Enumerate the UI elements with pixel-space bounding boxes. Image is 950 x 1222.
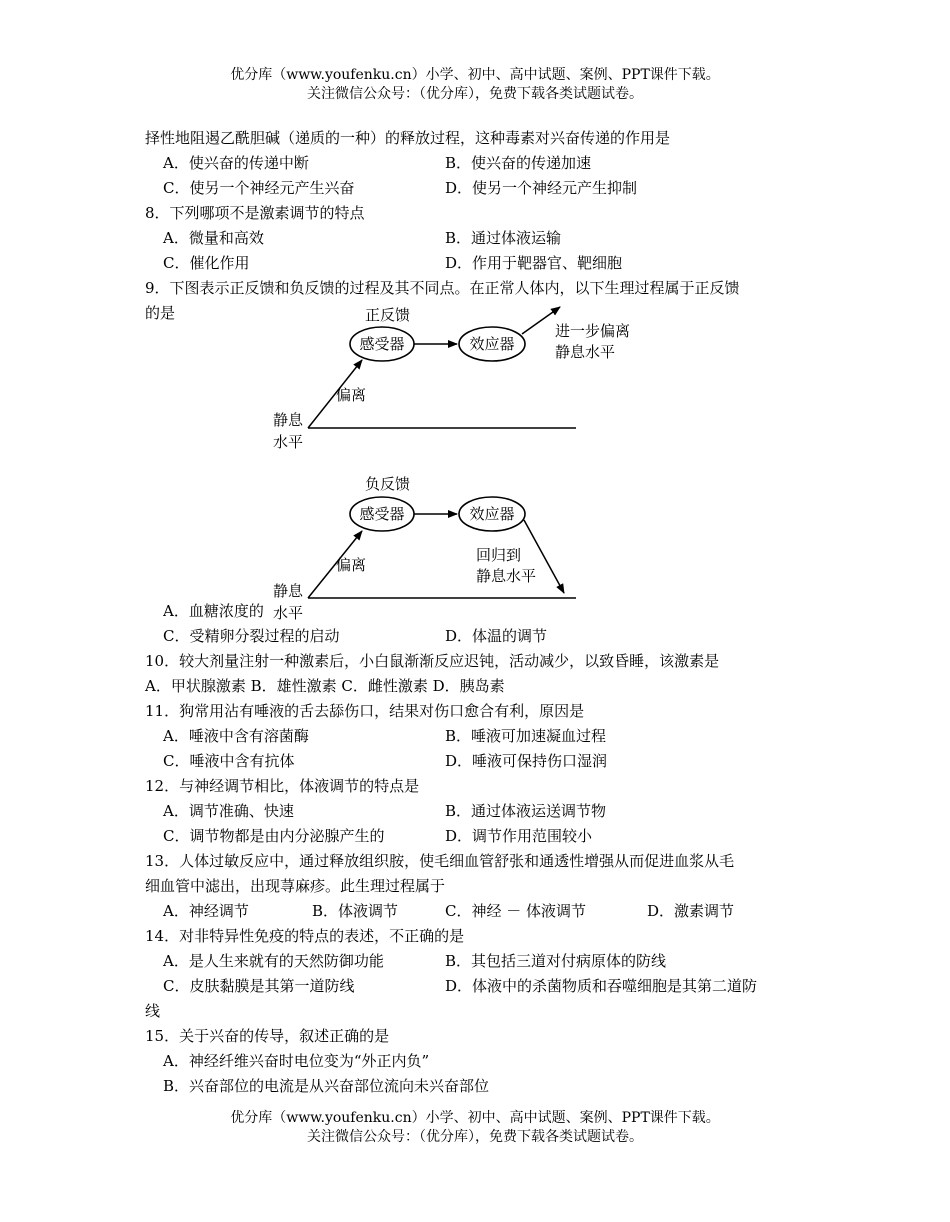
q12-option-b: B．通过体液运送调节物 — [445, 802, 607, 820]
negative-effector-label: 效应器 — [469, 505, 515, 523]
q13-option-c: C．神经 － 体液调节 — [445, 902, 587, 920]
q11-option-a: A．唾液中含有溶菌酶 — [163, 727, 309, 745]
q8-option-c: C．催化作用 — [163, 254, 250, 272]
q12-option-d: D．调节作用范围较小 — [445, 827, 593, 845]
positive-rest-label-1: 静息 — [273, 411, 304, 429]
q14-option-c: C．皮肤黏膜是其第一道防线 — [163, 977, 355, 995]
q8-stem: 8．下列哪项不是激素调节的特点 — [145, 204, 365, 222]
q14-option-d-wrap: 线 — [145, 1002, 161, 1020]
q15-stem: 15．关于兴奋的传导，叙述正确的是 — [145, 1027, 390, 1045]
q14-stem: 14．对非特异性免疫的特点的表述，不正确的是 — [145, 927, 465, 945]
footer-line-1: 优分库（www.youfenku.cn）小学、初中、高中试题、案例、PPT课件下载。 — [230, 1110, 720, 1126]
q7-option-d: D．使另一个神经元产生抑制 — [445, 179, 638, 197]
q10-options: A．甲状腺激素 B．雄性激素 C．雌性激素 D．胰岛素 — [145, 677, 505, 695]
q13-option-b: B．体液调节 — [312, 902, 399, 920]
q14-option-d: D．体液中的杀菌物质和吞噬细胞是其第二道防 — [445, 977, 758, 995]
positive-receptor-label: 感受器 — [359, 335, 405, 353]
q9-stem-2: 的是 — [145, 304, 176, 322]
negative-feedback-title: 负反馈 — [365, 475, 411, 493]
negative-return-label-1: 回归到 — [476, 546, 522, 564]
negative-rest-label-1: 静息 — [273, 582, 304, 600]
q8-option-d: D．作用于靶器官、靶细胞 — [445, 254, 623, 272]
positive-feedback-diagram — [273, 306, 630, 451]
q7-option-c: C．使另一个神经元产生兴奋 — [163, 179, 355, 197]
q9-stem-1: 9．下图表示正反馈和负反馈的过程及其不同点。在正常人体内，以下生理过程属于正反馈 — [145, 279, 740, 297]
q9-option-d: D．体温的调节 — [445, 627, 548, 645]
q9-option-a: A．血糖浓度的 — [163, 602, 264, 620]
positive-effector-label: 效应器 — [469, 335, 515, 353]
q7-stem: 择性地阻遏乙酰胆碱（递质的一种）的释放过程，这种毒素对兴奋传递的作用是 — [145, 129, 671, 147]
header-line-2: 关注微信公众号：（优分库），免费下载各类试题试卷。 — [307, 86, 643, 102]
q7-option-a: A．使兴奋的传递中断 — [163, 154, 309, 172]
q14-option-a: A．是人生来就有的天然防御功能 — [163, 952, 384, 970]
q12-option-a: A．调节准确、快速 — [163, 802, 294, 820]
footer-line-2: 关注微信公众号：（优分库），免费下载各类试题试卷。 — [307, 1129, 643, 1145]
q13-stem-2: 细血管中滤出，出现荨麻疹。此生理过程属于 — [145, 877, 446, 895]
q11-stem: 11．狗常用沾有唾液的舌去舔伤口，结果对伤口愈合有利，原因是 — [145, 702, 585, 720]
negative-receptor-label: 感受器 — [359, 505, 405, 523]
positive-out-label-2: 静息水平 — [555, 343, 616, 361]
positive-deviation-label: 偏离 — [336, 386, 367, 404]
q8-option-a: A．微量和高效 — [163, 229, 264, 247]
q9-option-c: C．受精卵分裂过程的启动 — [163, 627, 340, 645]
negative-rest-label-2: 水平 — [273, 604, 304, 622]
positive-feedback-title: 正反馈 — [365, 306, 411, 324]
negative-feedback-diagram — [273, 475, 576, 622]
q13-stem-1: 13．人体过敏反应中，通过释放组织胺，使毛细血管舒张和通透性增强从而促进血浆从毛 — [145, 852, 735, 870]
q7-option-b: B．使兴奋的传递加速 — [445, 154, 592, 172]
q11-option-d: D．唾液可保持伤口湿润 — [445, 752, 608, 770]
q15-option-a: A．神经纤维兴奋时电位变为“外正内负” — [163, 1052, 430, 1070]
q8-option-b: B．通过体液运输 — [445, 229, 562, 247]
q12-stem: 12．与神经调节相比，体液调节的特点是 — [145, 777, 420, 795]
q15-option-b: B．兴奋部位的电流是从兴奋部位流向未兴奋部位 — [163, 1077, 490, 1095]
header-line-1: 优分库（www.youfenku.cn）小学、初中、高中试题、案例、PPT课件下载。 — [230, 67, 720, 83]
q11-option-b: B．唾液可加速凝血过程 — [445, 727, 607, 745]
positive-rest-label-2: 水平 — [273, 433, 304, 451]
q13-option-d: D．激素调节 — [647, 902, 735, 920]
negative-return-label-2: 静息水平 — [476, 567, 537, 585]
q13-option-a: A．神经调节 — [163, 902, 249, 920]
q12-option-c: C．调节物都是由内分泌腺产生的 — [163, 827, 385, 845]
q14-option-b: B．其包括三道对付病原体的防线 — [445, 952, 667, 970]
q11-option-c: C．唾液中含有抗体 — [163, 752, 295, 770]
q10-stem: 10．较大剂量注射一种激素后，小白鼠渐渐反应迟钝，活动减少，以致昏睡，该激素是 — [145, 652, 720, 670]
negative-deviation-label: 偏离 — [336, 556, 367, 574]
positive-out-label-1: 进一步偏离 — [555, 322, 631, 340]
